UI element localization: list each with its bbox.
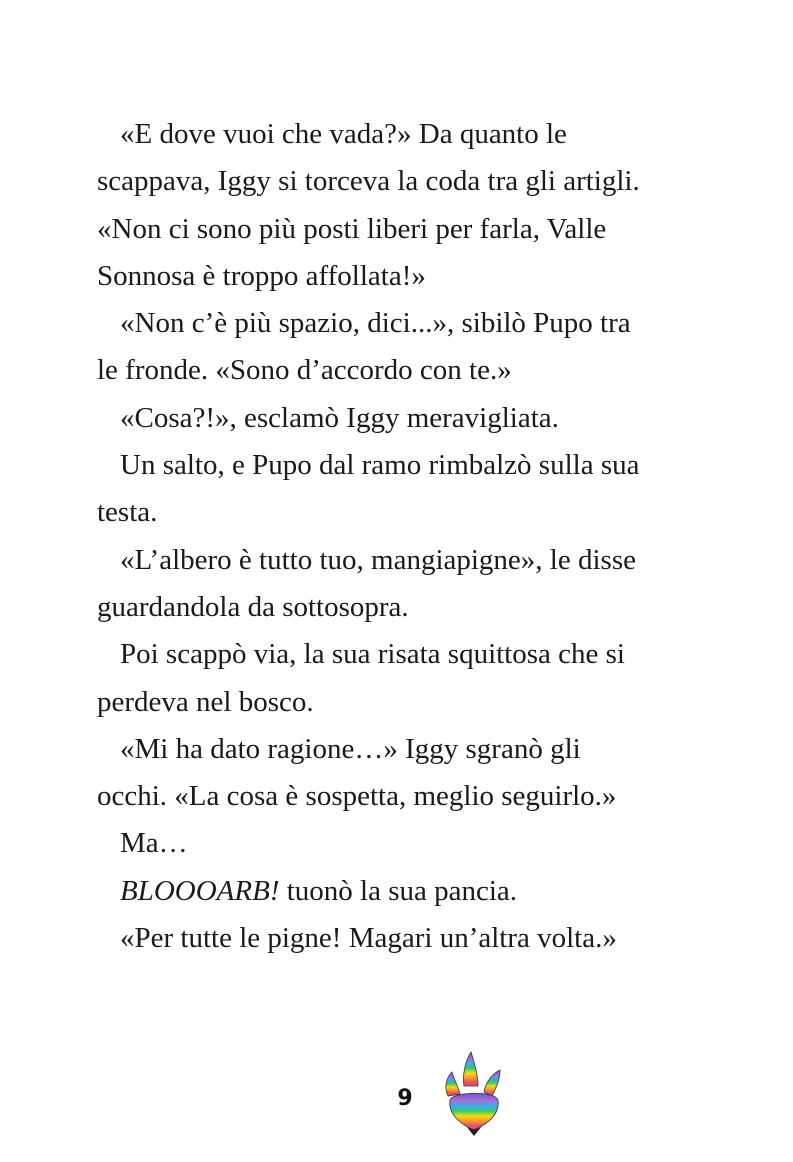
sound-effect-text: BLOOOARB!: [120, 874, 280, 907]
story-text: [97, 111, 697, 962]
rainbow-paw-icon: [438, 1050, 508, 1136]
text-line: testa.: [97, 496, 158, 529]
text-line: «Mi ha dato ragione…» Iggy sgranò gli: [120, 732, 581, 765]
text-line: Poi scappò via, la sua risata squittosa che si: [120, 638, 625, 671]
text-line: Ma…: [120, 827, 188, 860]
exclamation-rest: tuonò la sua pancia.: [279, 874, 518, 907]
text-line: Un salto, e Pupo dal ramo rimbalzò sulla sua: [120, 449, 640, 482]
text-line: guardandola da sottosopra.: [97, 590, 409, 623]
text-line: «L’albero è tutto tuo, mangiapigne», le disse: [120, 543, 636, 576]
text-line: scappava, Iggy si torceva la coda tra gli artigli.: [97, 165, 640, 198]
text-line: «Non c’è più spazio, dici...», sibilò Pupo tra: [120, 307, 631, 340]
text-line: «E dove vuoi che vada?» Da quanto le: [120, 118, 567, 150]
text-line: Sonnosa è troppo affollata!»: [97, 259, 426, 292]
text-line: le fronde. «Sono d’accordo con te.»: [97, 354, 512, 387]
text-line: perdeva nel bosco.: [97, 685, 314, 718]
page-number: 9: [397, 1086, 413, 1111]
text-line: occhi. «La cosa è sospetta, meglio seguirlo.»: [97, 780, 617, 813]
exclamation-line: [97, 868, 697, 915]
final-line: «Per tutte le pigne! Magari un’altra volta.»: [120, 922, 617, 955]
text-line: «Cosa?!», esclamò Iggy meravigliata.: [120, 401, 559, 434]
text-line: «Non ci sono più posti liberi per farla, Valle: [97, 212, 607, 245]
